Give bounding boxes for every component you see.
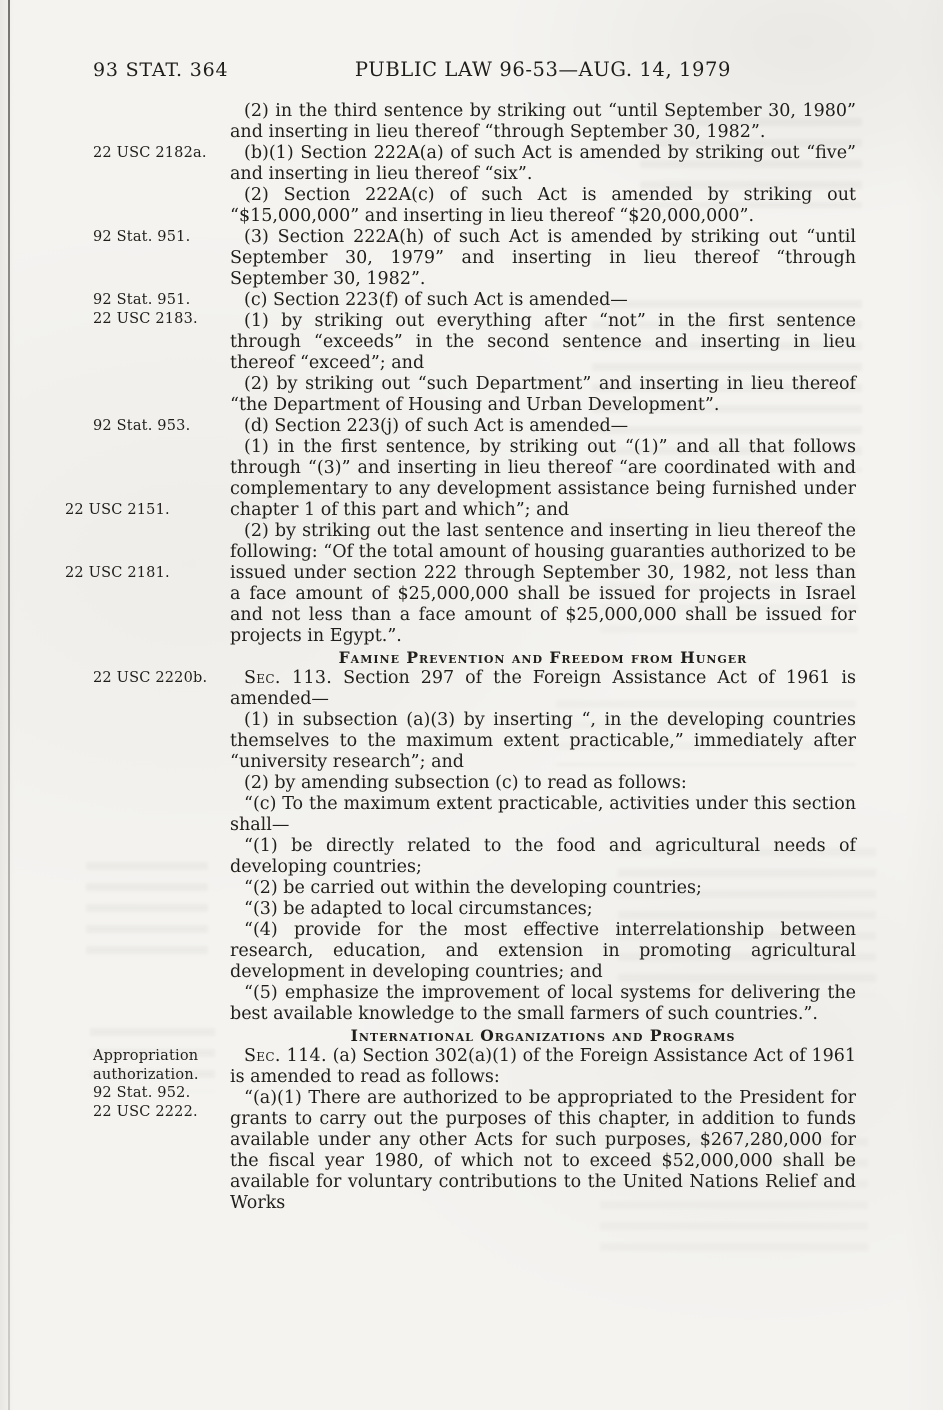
running-head: PUBLIC LAW 96-53—AUG. 14, 1979 <box>354 58 732 81</box>
margin-note-citation <box>65 564 195 583</box>
paragraph-amendment <box>65 521 857 647</box>
paragraph-text: “(5) emphasize the improvement of local systems for delivering the best available knowledge to the small farmers of such countries.”. <box>230 983 856 1024</box>
paragraph-amendment <box>93 143 856 185</box>
section-number: Sec. 113. <box>244 668 333 688</box>
paragraph-text: “(2) be carried out within the developing countries; <box>244 878 702 898</box>
margin-note-citation <box>93 228 223 247</box>
margin-note-citation <box>93 291 223 328</box>
margin-note-line: 22 USC 2151. <box>65 502 170 518</box>
statutes-page-number: 93 STAT. 364 <box>93 59 229 81</box>
paragraph-amendment <box>93 227 856 290</box>
section-heading-international: International Organizations and Programs <box>350 1026 736 1045</box>
paragraph-quoted-text <box>230 794 856 836</box>
section-number: Sec. 114. <box>244 1046 327 1066</box>
scan-edge-line <box>8 0 10 1410</box>
paragraph-quoted-clause <box>230 920 856 983</box>
margin-note-line: 22 USC 2220b. <box>93 670 208 686</box>
margin-note-line: 22 USC 2182a. <box>93 145 207 161</box>
margin-note-line: Appropriation authorization. <box>93 1048 199 1083</box>
paragraph-quoted-clause <box>230 878 856 899</box>
paragraph-text: (c) Section 223(f) of such Act is amended— <box>244 290 628 310</box>
paragraph-amendment <box>93 290 856 327</box>
paragraph-amendment <box>230 311 856 374</box>
paragraph-amendment <box>230 710 856 773</box>
paragraph-quoted-clause <box>230 899 856 920</box>
paragraph-text: (b)(1) Section 222A(a) of such Act is amended by striking out “five” and inserting in lieu thereof “six”. <box>230 143 856 184</box>
margin-note-line: 92 Stat. 953. <box>93 418 191 434</box>
paragraph-section-114 <box>93 1046 856 1120</box>
paragraph-amendment <box>93 416 856 437</box>
paragraph-quoted-text <box>230 1088 856 1214</box>
paragraph-text: “(c) To the maximum extent practicable, activities under this section shall— <box>230 794 856 835</box>
section-heading-famine: Famine Prevention and Freedom from Hunger <box>338 648 748 667</box>
paragraph-amendment <box>230 374 856 416</box>
paragraph-text: (3) Section 222A(h) of such Act is amended by striking out “until September 30, 1979” and inserting in lieu thereof “through September 30, 1982”. <box>230 227 856 289</box>
margin-note-citation <box>93 417 223 436</box>
paragraph-amendment <box>230 101 856 143</box>
margin-note-citation <box>93 669 223 688</box>
paragraph-text: (1) in subsection (a)(3) by inserting “, in the developing countries themselves to the maximum extent practicable,” immediately after “university research”; and <box>230 710 856 772</box>
paragraph-text: “(4) provide for the most effective interrelationship between research, education, and extension in promoting agricultural development in developing countries; and <box>230 920 856 982</box>
paragraph-quoted-clause <box>230 836 856 878</box>
margin-note-line: 22 USC 2181. <box>65 565 170 581</box>
paragraph-text: (2) by striking out “such Department” and inserting in lieu thereof “the Department of Housing and Urban Development”. <box>230 374 856 415</box>
paragraph-quoted-clause <box>230 983 856 1025</box>
paragraph-amendment <box>230 185 856 227</box>
paragraph-text: (d) Section 223(j) of such Act is amended— <box>244 416 629 436</box>
paragraph-text: Section 297 of the Foreign Assistance Act of 1961 is amended— <box>230 668 856 709</box>
margin-note-citation <box>93 1047 223 1121</box>
margin-note-citation <box>65 501 195 520</box>
paragraph-section-113 <box>93 668 856 710</box>
margin-note-line: 22 USC 2222. <box>93 1103 198 1120</box>
paragraph-text: (1) by striking out everything after “not” in the first sentence through “exceeds” in the second sentence and inserting in lieu thereof “exceed”; and <box>230 311 856 373</box>
paragraph-text: “(3) be adapted to local circumstances; <box>244 899 593 919</box>
paragraph-text: (a) Section 302(a)(1) of the Foreign Assistance Act of 1961 is amended to read as follows: <box>230 1046 856 1087</box>
bleedthrough-ghost <box>86 862 208 966</box>
margin-note-line: 92 Stat. 951. <box>93 229 191 245</box>
statute-body <box>65 101 857 1214</box>
paragraph-text: (2) by striking out the last sentence and inserting in lieu thereof the following: “Of the total amount of housing guaranties authorized to be issued under section 222 through September 30, 1982, not less than a face amount of $25,000,000 shall be issued for projects in Israel and not less than a face amount of $25,000,000 shall be issued for projects in Egypt.”. <box>230 521 857 646</box>
paragraph-text: (2) by amending subsection (c) to read as follows: <box>244 773 687 793</box>
margin-note-line: 92 Stat. 951. <box>93 292 191 308</box>
paragraph-amendment <box>230 773 856 794</box>
paragraph-text: (2) Section 222A(c) of such Act is amended by striking out “$15,000,000” and inserting in lieu thereof “$20,000,000”. <box>230 185 856 226</box>
paragraph-amendment <box>65 437 856 521</box>
paragraph-text: (1) in the first sentence, by striking out “(1)” and all that follows through “(3)” and inserting in lieu thereof “are coordinated with and complementary to any development assistance being furnished under chapter 1 of this part and which”; and <box>230 437 856 520</box>
margin-note-line: 92 Stat. 952. <box>93 1085 191 1101</box>
paragraph-text: “(a)(1) There are authorized to be appropriated to the President for grants to carry out the purposes of this chapter, in addition to funds available under any other Acts for such purposes, $267,280,000 for the fiscal year 1980, of which not to exceed $52,000,000 shall be available for voluntary contributions to the United Nations Relief and Works <box>230 1088 856 1213</box>
paragraph-text: “(1) be directly related to the food and agricultural needs of developing countries; <box>230 836 856 877</box>
margin-note-line: 22 USC 2183. <box>93 310 198 327</box>
margin-note-citation <box>93 144 223 163</box>
paragraph-text: (2) in the third sentence by striking out “until September 30, 1980” and inserting in lieu thereof “through September 30, 1982”. <box>230 101 856 142</box>
